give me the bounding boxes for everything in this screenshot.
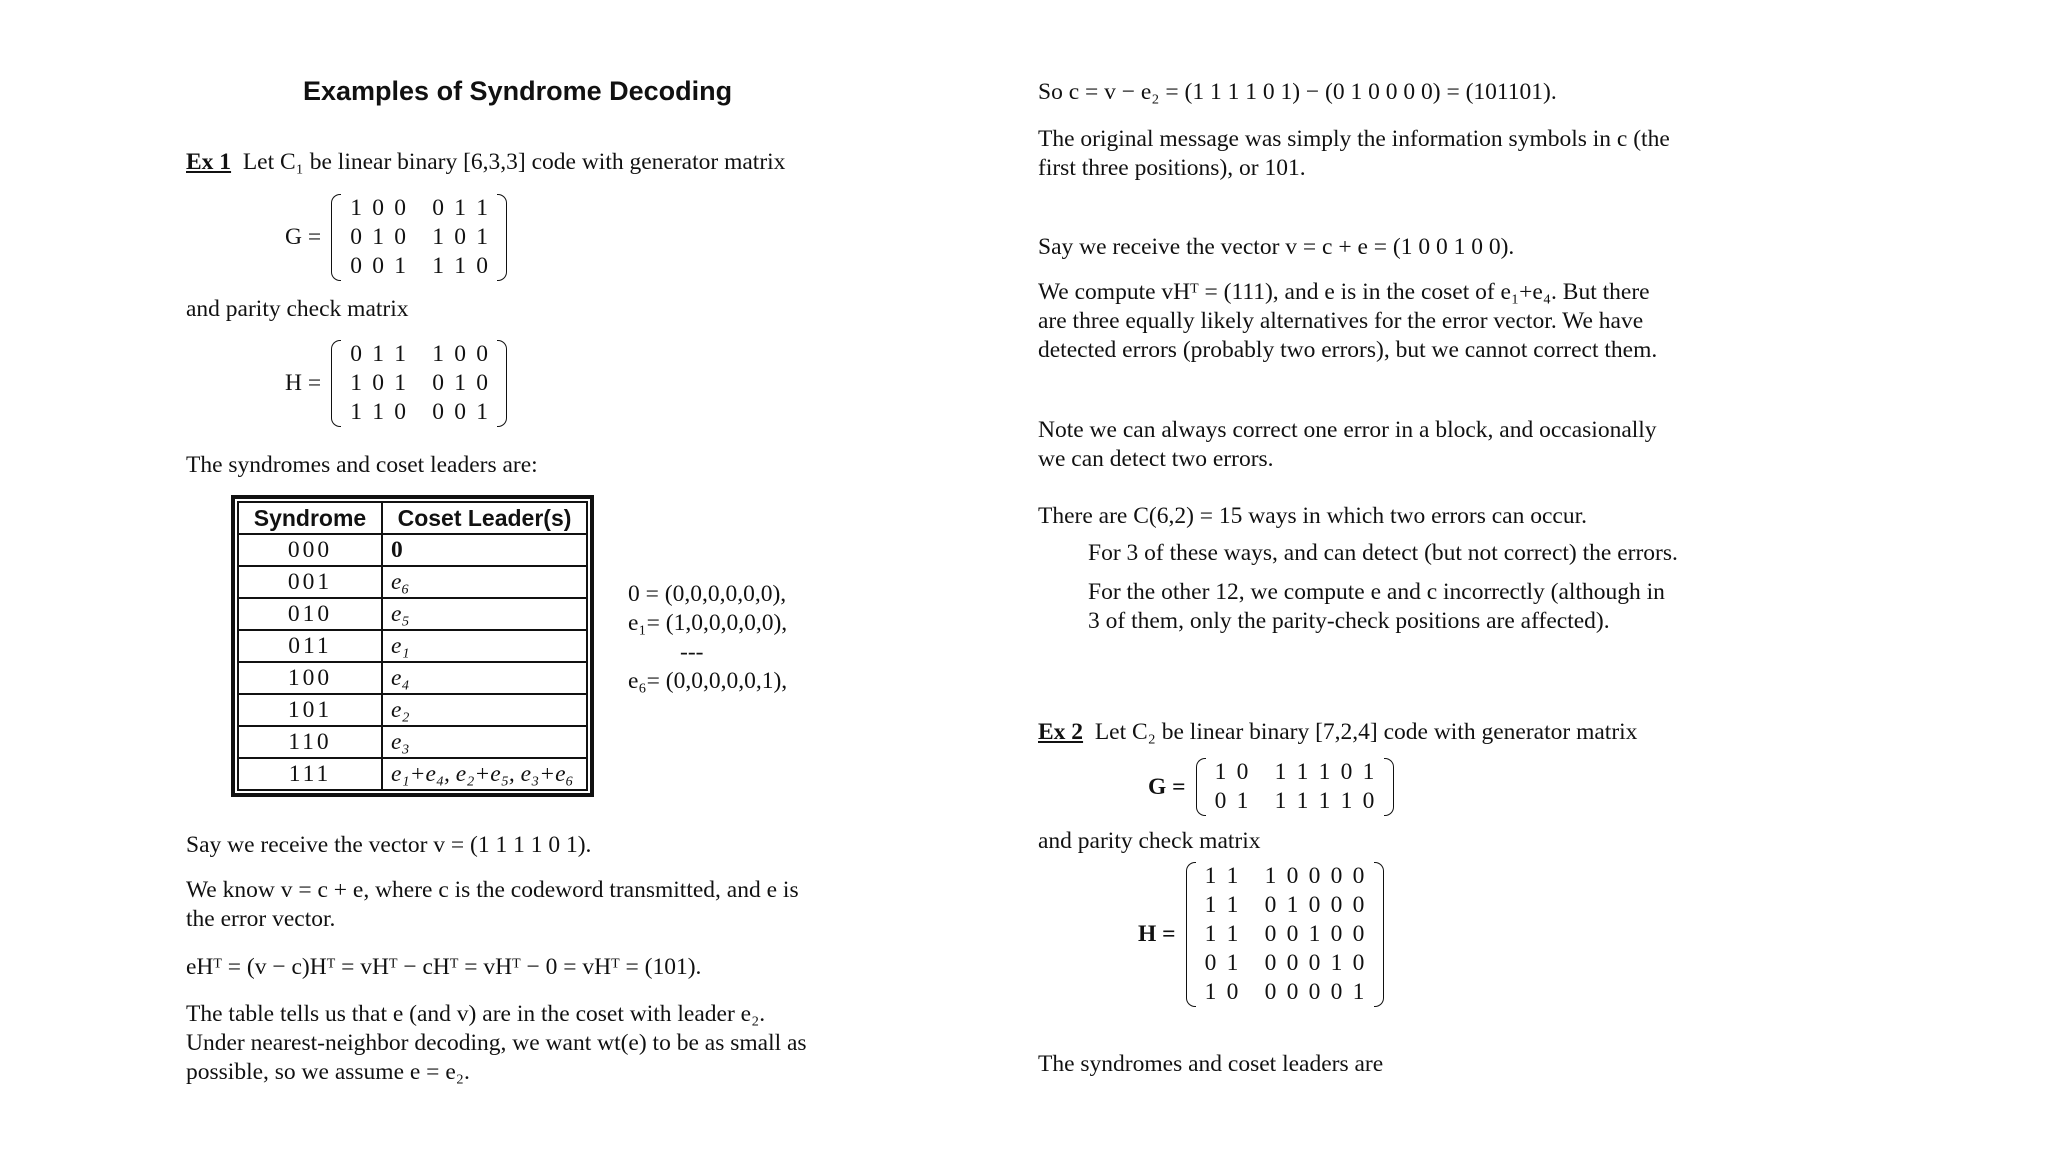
matrix-cell: 1 xyxy=(372,341,384,367)
table-row xyxy=(238,758,587,790)
know-line-2: the error vector. xyxy=(186,906,336,932)
matrix-cell: 1 xyxy=(394,341,406,367)
matrix-cell: 1 xyxy=(1296,788,1309,814)
matrix-cell: 0 xyxy=(454,224,466,250)
matrix-cell: 1 xyxy=(454,253,466,279)
matrix-cell: 1 xyxy=(394,370,406,396)
matrix-row xyxy=(345,340,493,369)
syndrome-cell: 100 xyxy=(238,662,382,694)
matrix-cell: 1 xyxy=(1214,759,1227,785)
matrix-cell: 1 xyxy=(1226,950,1239,976)
matrix-row xyxy=(1200,862,1370,891)
table-line-1: The table tells us that e (and v) are in the coset with leader e₂. xyxy=(186,1001,766,1027)
note-zero: 0 = (0,0,0,0,0,0), xyxy=(628,581,787,607)
matrix-cell: 1 xyxy=(476,224,488,250)
matrix-cell: 0 xyxy=(1286,979,1299,1005)
matrix-cell: 0 xyxy=(372,195,384,221)
matrix-cell: 0 xyxy=(1264,979,1277,1005)
matrix-cell: 1 xyxy=(1286,892,1299,918)
right-bracket xyxy=(1374,862,1384,1007)
matrix-cell: 0 xyxy=(476,253,488,279)
table-header-syndrome: Syndrome xyxy=(238,502,382,534)
matrix-g1-label: G = xyxy=(285,224,322,250)
coset-leader-cell: e₆ xyxy=(382,566,587,598)
coset-leader-cell: 0 xyxy=(382,534,587,566)
matrix-g2-label: G = xyxy=(1148,773,1186,800)
matrix-cell: 0 xyxy=(1330,863,1343,889)
matrix-cell: 0 xyxy=(394,224,406,250)
receive-text: Say we receive the vector v = (1 1 1 1 0 1). xyxy=(186,832,592,858)
coset-leader-cell: e₁ xyxy=(382,630,587,662)
matrix-cell: 0 xyxy=(1264,892,1277,918)
matrix-cell: 0 xyxy=(350,253,362,279)
unit-vector-notes xyxy=(628,580,787,696)
matrix-cell: 1 xyxy=(372,399,384,425)
right-bracket xyxy=(1384,758,1394,816)
matrix-cell: 1 xyxy=(454,195,466,221)
matrix-h1-label: H = xyxy=(285,370,322,396)
coset-leader-cell: e₅ xyxy=(382,598,587,630)
ways-line: There are C(6,2) = 15 ways in which two errors can occur. xyxy=(1038,503,1587,529)
syndrome-cell: 110 xyxy=(238,726,382,758)
matrix-cell: 1 xyxy=(1352,979,1365,1005)
matrix-cell: 1 xyxy=(350,370,362,396)
matrix-h1 xyxy=(285,340,507,427)
matrix-cell: 0 xyxy=(432,399,444,425)
compute-line-2: are three equally likely alternatives for the error vector. We have xyxy=(1038,308,1644,334)
right-bracket xyxy=(497,194,507,281)
right-bracket xyxy=(497,340,507,427)
left-bracket xyxy=(331,194,341,281)
matrix-row xyxy=(345,223,493,252)
matrix-cell: 1 xyxy=(350,399,362,425)
syndrome-cell: 111 xyxy=(238,758,382,790)
coset-leader-cell: e₁+e₄, e₂+e₅, e₃+e₆ xyxy=(382,758,587,790)
matrix-cell: 1 xyxy=(476,195,488,221)
syndrome-cell: 011 xyxy=(238,630,382,662)
table-row xyxy=(238,662,587,694)
know-line-1: We know v = c + e, where c is the codeword transmitted, and e is xyxy=(186,877,799,903)
matrix-cell: 0 xyxy=(1204,950,1217,976)
matrix-g1 xyxy=(285,194,507,281)
matrix-cell: 1 xyxy=(1264,863,1277,889)
matrix-g2 xyxy=(1148,758,1394,816)
left-bracket xyxy=(331,340,341,427)
matrix-cell: 0 xyxy=(1352,892,1365,918)
coset-leader-cell: e₄ xyxy=(382,662,587,694)
matrix-cell: 1 xyxy=(372,224,384,250)
matrix-cell: 1 xyxy=(1296,759,1309,785)
parity-text: and parity check matrix xyxy=(186,296,409,322)
matrix-row xyxy=(345,194,493,223)
matrix-cell: 1 xyxy=(350,195,362,221)
matrix-cell: 0 xyxy=(372,253,384,279)
ex1-label: Ex 1 xyxy=(186,149,232,175)
matrix-cell: 1 xyxy=(1226,892,1239,918)
matrix-row xyxy=(345,398,493,427)
matrix-cell: 1 xyxy=(1318,759,1331,785)
matrix-cell: 0 xyxy=(350,341,362,367)
matrix-cell: 0 xyxy=(394,399,406,425)
note-e1: e₁= (1,0,0,0,0,0), xyxy=(628,610,788,636)
syndrome-equation: eHᵀ = (v − c)Hᵀ = vHᵀ − cHᵀ = vHᵀ − 0 = vHᵀ = (101). xyxy=(186,954,702,980)
matrix-cell: 1 xyxy=(1236,788,1249,814)
note-e6: e₆= (0,0,0,0,0,1), xyxy=(628,668,788,694)
matrix-cell: 0 xyxy=(432,195,444,221)
matrix-cell: 0 xyxy=(1286,863,1299,889)
table-row xyxy=(238,598,587,630)
matrix-cell: 0 xyxy=(1352,921,1365,947)
matrix-cell: 0 xyxy=(1308,892,1321,918)
ex2-label: Ex 2 xyxy=(1038,719,1084,745)
table-row xyxy=(238,566,587,598)
matrix-cell: 0 xyxy=(1264,921,1277,947)
matrix-cell: 1 xyxy=(1204,921,1217,947)
table-row xyxy=(238,694,587,726)
receive2-line: Say we receive the vector v = c + e = (1 0 0 1 0 0). xyxy=(1038,234,1515,260)
table-line-2: Under nearest-neighbor decoding, we want wt(e) to be as small as xyxy=(186,1030,807,1056)
left-bracket xyxy=(1186,862,1196,1007)
matrix-cell: 1 xyxy=(432,224,444,250)
left-bracket xyxy=(1196,758,1206,816)
matrix-cell: 0 xyxy=(1264,950,1277,976)
matrix-cell: 1 xyxy=(1204,863,1217,889)
compute-line-1: We compute vHᵀ = (111), and e is in the coset of e₁+e₄. But there xyxy=(1038,279,1650,305)
coset-leader-cell: e₃ xyxy=(382,726,587,758)
matrix-cell: 1 xyxy=(432,253,444,279)
matrix-cell: 1 xyxy=(1308,921,1321,947)
matrix-cell: 0 xyxy=(394,195,406,221)
note-line-2: we can detect two errors. xyxy=(1038,446,1274,472)
so-line: So c = v − e₂ = (1 1 1 1 0 1) − (0 1 0 0 0 0) = (101101). xyxy=(1038,79,1557,105)
syndromes-text: The syndromes and coset leaders are: xyxy=(186,452,538,478)
matrix-cell: 1 xyxy=(1226,863,1239,889)
syndrome-table xyxy=(231,495,594,797)
matrix-cell: 1 xyxy=(1226,921,1239,947)
ex2-intro xyxy=(1038,718,1637,747)
matrix-cell: 0 xyxy=(1352,950,1365,976)
matrix-cell: 0 xyxy=(1308,979,1321,1005)
matrix-cell: 0 xyxy=(1352,863,1365,889)
matrix-cell: 1 xyxy=(1274,788,1287,814)
matrix-row xyxy=(1210,787,1380,816)
for3-line: For 3 of these ways, and can detect (but not correct) the errors. xyxy=(1088,540,1678,566)
matrix-cell: 0 xyxy=(1362,788,1375,814)
matrix-cell: 0 xyxy=(1236,759,1249,785)
matrix-cell: 1 xyxy=(1330,950,1343,976)
matrix-row xyxy=(1210,758,1380,787)
note-dashes: --- xyxy=(680,639,704,665)
syndrome-cell: 101 xyxy=(238,694,382,726)
matrix-cell: 0 xyxy=(372,370,384,396)
coset-leader-cell: e₂ xyxy=(382,694,587,726)
ex1-intro xyxy=(186,148,785,177)
matrix-row xyxy=(345,252,493,281)
matrix-cell: 0 xyxy=(1308,863,1321,889)
note-line-1: Note we can always correct one error in a block, and occasionally xyxy=(1038,417,1657,443)
matrix-cell: 0 xyxy=(454,341,466,367)
original-line-1: The original message was simply the information symbols in c (the xyxy=(1038,126,1670,152)
matrix-h2-rows xyxy=(1196,862,1374,1007)
matrix-row xyxy=(1200,891,1370,920)
table-line-3: possible, so we assume e = e₂. xyxy=(186,1059,470,1085)
matrix-row xyxy=(1200,920,1370,949)
matrix-cell: 0 xyxy=(1340,759,1353,785)
page-title: Examples of Syndrome Decoding xyxy=(303,76,733,106)
for12-line-1: For the other 12, we compute e and c incorrectly (although in xyxy=(1088,579,1665,605)
matrix-cell: 0 xyxy=(1214,788,1227,814)
matrix-cell: 1 xyxy=(476,399,488,425)
original-line-2: first three positions), or 101. xyxy=(1038,155,1306,181)
matrix-h1-rows xyxy=(341,340,497,427)
matrix-cell: 1 xyxy=(394,253,406,279)
matrix-cell: 1 xyxy=(1340,788,1353,814)
for12-line-2: 3 of them, only the parity-check positions are affected). xyxy=(1088,608,1610,634)
matrix-row xyxy=(345,369,493,398)
ex2-intro-text: Let C₂ be linear binary [7,2,4] code with generator matrix xyxy=(1094,719,1638,745)
matrix-cell: 1 xyxy=(1204,979,1217,1005)
matrix-cell: 1 xyxy=(454,370,466,396)
matrix-cell: 0 xyxy=(1330,892,1343,918)
table-row xyxy=(238,630,587,662)
matrix-g1-rows xyxy=(341,194,497,281)
matrix-cell: 1 xyxy=(1318,788,1331,814)
syndromes2-text: The syndromes and coset leaders are xyxy=(1038,1051,1384,1077)
matrix-cell: 1 xyxy=(1362,759,1375,785)
matrix-cell: 0 xyxy=(432,370,444,396)
table-row xyxy=(238,726,587,758)
ex1-intro-text: Let C₁ be linear binary [6,3,3] code with generator matrix xyxy=(242,149,786,175)
table-header-coset-leader: Coset Leader(s) xyxy=(382,502,587,534)
matrix-cell: 0 xyxy=(1286,950,1299,976)
parity2-text: and parity check matrix xyxy=(1038,828,1261,854)
matrix-cell: 1 xyxy=(1204,892,1217,918)
matrix-row xyxy=(1200,949,1370,978)
matrix-cell: 0 xyxy=(1330,921,1343,947)
syndrome-cell: 010 xyxy=(238,598,382,630)
matrix-h2-label: H = xyxy=(1138,921,1176,947)
matrix-cell: 0 xyxy=(1308,950,1321,976)
matrix-cell: 0 xyxy=(1226,979,1239,1005)
matrix-cell: 0 xyxy=(1330,979,1343,1005)
matrix-h2 xyxy=(1138,862,1384,1007)
matrix-cell: 0 xyxy=(476,341,488,367)
matrix-g2-rows xyxy=(1206,758,1384,816)
table-row xyxy=(238,534,587,566)
syndrome-cell: 000 xyxy=(238,534,382,566)
matrix-cell: 0 xyxy=(476,370,488,396)
matrix-cell: 0 xyxy=(350,224,362,250)
matrix-cell: 0 xyxy=(1286,921,1299,947)
compute-line-3: detected errors (probably two errors), but we cannot correct them. xyxy=(1038,337,1658,363)
matrix-row xyxy=(1200,978,1370,1007)
matrix-cell: 1 xyxy=(1274,759,1287,785)
matrix-cell: 0 xyxy=(454,399,466,425)
matrix-cell: 1 xyxy=(432,341,444,367)
syndrome-cell: 001 xyxy=(238,566,382,598)
